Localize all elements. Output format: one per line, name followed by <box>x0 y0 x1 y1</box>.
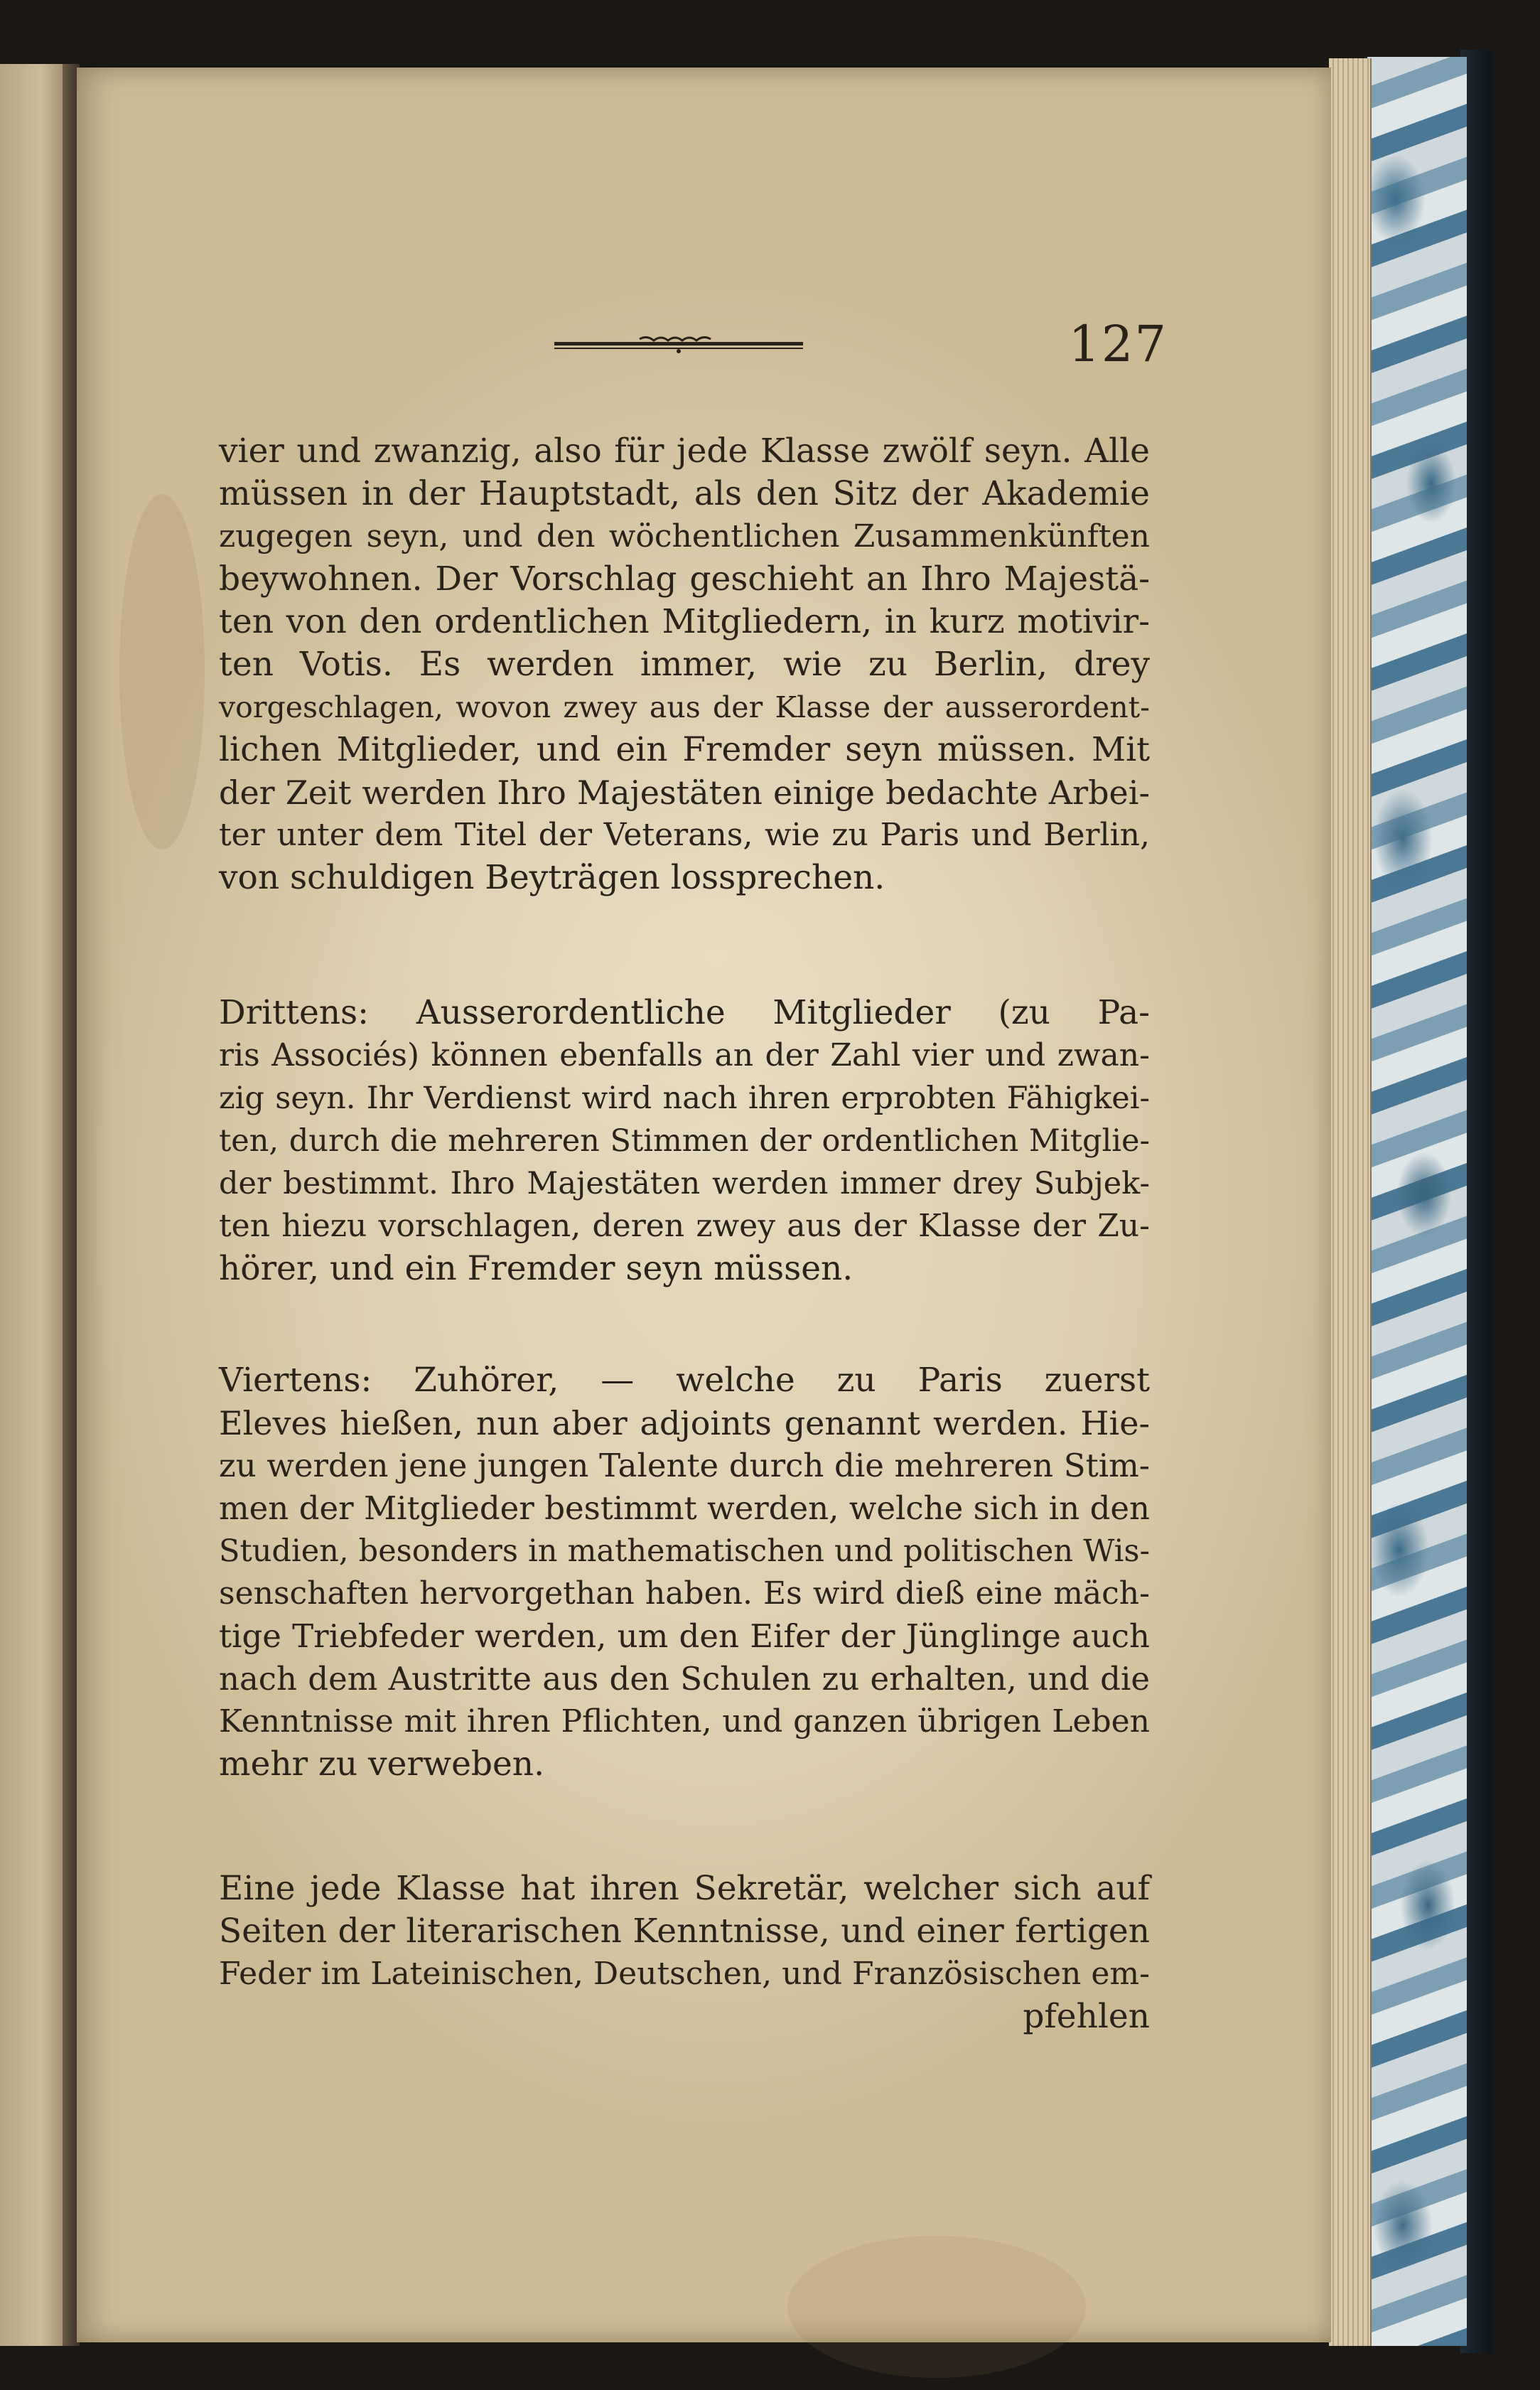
paper-stain <box>787 2236 1086 2378</box>
text-line: zugegen seyn, und den wöchentlichen Zusammenkünften <box>219 518 1150 554</box>
text-line: Feder im Lateinischen, Deutschen, und Französischen em- <box>219 1956 1150 1992</box>
text-line: vier und zwanzig, also für jede Klasse zwölf seyn. Alle <box>219 432 1150 471</box>
text-line: mehr zu verweben. <box>219 1745 545 1784</box>
text-line: senschaften hervorgethan haben. Es wird dieß eine mäch- <box>219 1575 1150 1612</box>
text-line: zu werden jene jungen Talente durch die mehreren Stim- <box>219 1447 1150 1484</box>
paragraph <box>219 1867 1150 1995</box>
text-line: Seiten der literarischen Kenntnisse, und einer fertigen <box>219 1912 1150 1951</box>
text-line: vorgeschlagen, wovon zwey aus der Klasse der ausserordent- <box>219 690 1150 724</box>
page-stack-edge <box>1329 58 1372 2346</box>
paragraph <box>219 992 1150 1290</box>
catchword <box>219 1995 1150 2038</box>
text-line: Eine jede Klasse hat ihren Sekretär, welcher sich auf <box>219 1869 1150 1908</box>
decorative-rule-icon <box>554 336 803 355</box>
text-line: nach dem Austritte aus den Schulen zu erhalten, und die <box>219 1660 1150 1698</box>
text-line: ten hiezu vorschlagen, deren zwey aus der Klasse der Zu- <box>219 1208 1150 1244</box>
text-line: Studien, besonders in mathematischen und politischen Wis- <box>219 1533 1150 1569</box>
book-page <box>77 68 1331 2342</box>
text-line: beywohnen. Der Vorschlag geschieht an Ihro Majestä- <box>219 559 1150 599</box>
paper-stain <box>119 494 205 850</box>
text-line: müssen in der Hauptstadt, als den Sitz der Akademie <box>219 474 1150 513</box>
text-line: Kenntnisse mit ihren Pflichten, und ganzen übrigen Leben <box>219 1703 1150 1740</box>
text-line: ten von den ordentlichen Mitgliedern, in kurz motivir- <box>219 602 1150 641</box>
text-line: zig seyn. Ihr Verdienst wird nach ihren erprobten Fähigkei- <box>219 1081 1150 1116</box>
text-line: hörer, und ein Fremder seyn müssen. <box>219 1249 854 1288</box>
text-line: tige Triebfeder werden, um den Eifer der Jünglinge auch <box>219 1617 1150 1655</box>
text-line: ten, durch die mehreren Stimmen der ordentlichen Mitglie- <box>219 1123 1150 1159</box>
paragraph <box>219 1359 1150 1786</box>
paragraph <box>219 430 1150 899</box>
text-line: Drittens: Ausserordentliche Mitglieder (zu Pa- <box>219 993 1150 1032</box>
text-line: ris Associés) können ebenfalls an der Zahl vier und zwan- <box>219 1037 1150 1073</box>
text-line: ten Votis. Es werden immer, wie zu Berlin, drey <box>219 645 1150 684</box>
text-line: der Zeit werden Ihro Majestäten einige bedachte Arbei- <box>219 773 1150 812</box>
text-line: Viertens: Zuhörer, — welche zu Paris zuerst <box>219 1361 1150 1400</box>
text-line: von schuldigen Beyträgen lossprechen. <box>219 858 885 897</box>
text-line: ter unter dem Titel der Veterans, wie zu Paris und Berlin, <box>219 817 1150 853</box>
text-line: lichen Mitglieder, und ein Fremder seyn müssen. Mit <box>219 730 1150 769</box>
text-line: der bestimmt. Ihro Majestäten werden immer drey Subjek- <box>219 1166 1150 1201</box>
marbled-cover-board <box>1364 57 1467 2346</box>
text-line: men der Mitglieder bestimmt werden, welche sich in den <box>219 1489 1150 1527</box>
catchword-text: pfehlen <box>1023 1997 1150 2036</box>
text-line: Eleves hießen, nun aber adjoints genannt werden. Hie- <box>219 1404 1150 1442</box>
page-number: 127 <box>1068 315 1168 373</box>
